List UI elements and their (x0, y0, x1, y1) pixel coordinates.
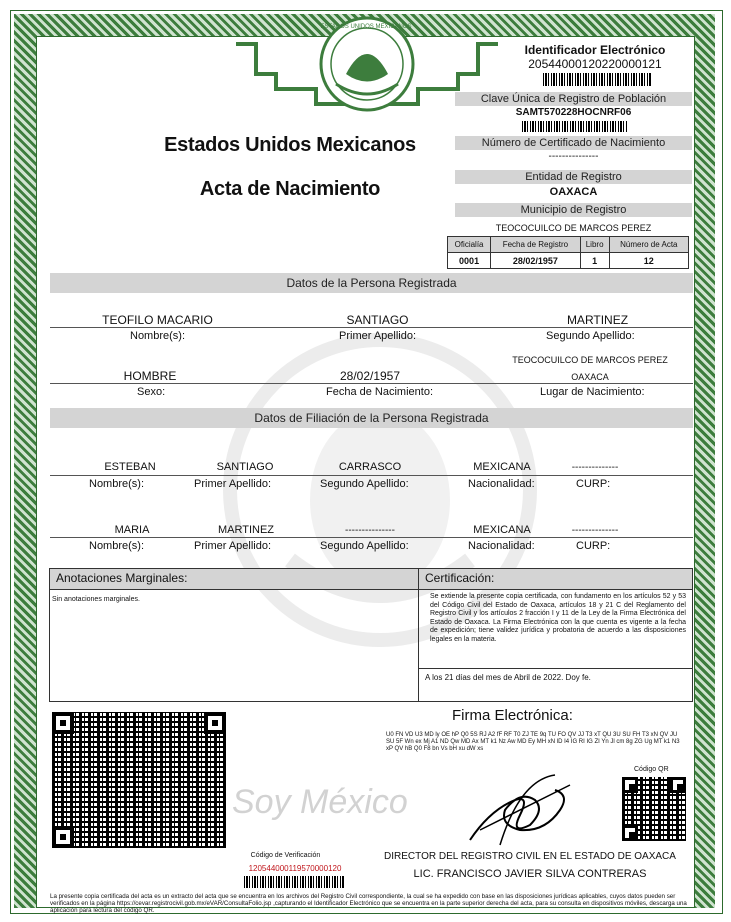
electronic-id-value: 20544000120220000121 (528, 57, 662, 71)
footer-note: La presente copia certificada del acta es un extracto del acta que se encuentra en los archivos del Registro Civil correspondiente, la cual se ha expedido con base en las disposiciones jurídicas aplicables, cuyos datos pueden ser verificados en la página https://cevar.registrocivil.gob.mx/eVAR/ConsultaFolio.jsp ,capturando el Identificador Electrónico que se encuentra en la parte superior derecha del acta, para su consulta en dispositivos móviles, descarga una aplicación para lectura del código QR. (50, 893, 687, 914)
entity-label: Entidad de Registro (455, 170, 692, 184)
registry-book: 1 (580, 253, 609, 269)
parent2-first-surname-label: Primer Apellido: (194, 540, 272, 552)
certificate-number-label: Número de Certificado de Nacimiento (455, 136, 692, 150)
official-name: LIC. FRANCISCO JAVIER SILVA CONTRERAS (413, 868, 647, 880)
registry-table (447, 236, 689, 269)
registry-header: Número de Acta (609, 237, 688, 253)
person-names: TEOFILO MACARIO (102, 313, 213, 327)
verification-qr-code (52, 712, 226, 848)
curp-barcode (522, 121, 628, 132)
small-qr-code (622, 777, 686, 841)
signature-title: Firma Electrónica: (452, 707, 573, 724)
parent1-nationality: MEXICANA (473, 461, 531, 473)
person-first-surname-label: Primer Apellido: (339, 330, 417, 342)
slogan-watermark: Soy México (232, 783, 408, 821)
annotations-text: Sin anotaciones marginales. (52, 596, 140, 603)
verification-code: 120544000119570000120 (248, 864, 342, 873)
registry-header: Libro (580, 237, 609, 253)
parent1-names: ESTEBAN (104, 461, 156, 473)
parent2-second-surname: --------------- (345, 525, 395, 536)
person-sex-label: Sexo: (137, 386, 166, 398)
municipality-value: TEOCOCUILCO DE MARCOS PEREZ (495, 223, 652, 233)
registry-header: Fecha de Registro (491, 237, 581, 253)
birth-place-municipality: TEOCOCUILCO DE MARCOS PEREZ (512, 355, 668, 365)
qr-label: Código QR (634, 766, 669, 773)
registry-act-number: 12 (609, 253, 688, 269)
certification-title: Certificación: (425, 571, 495, 585)
registry-office: 0001 (448, 253, 491, 269)
person-second-surname: MARTINEZ (566, 313, 629, 327)
parent2-curp: -------------- (571, 525, 619, 536)
parent2-nationality: MEXICANA (473, 524, 531, 536)
municipality-label: Municipio de Registro (455, 203, 692, 217)
person-birth-date: 28/02/1957 (339, 369, 401, 383)
parent1-nationality-label: Nacionalidad: (468, 478, 535, 490)
person-sex: HOMBRE (123, 369, 177, 383)
annotations-title: Anotaciones Marginales: (56, 571, 188, 585)
registered-person-header: Datos de la Persona Registrada (50, 273, 693, 293)
verification-code-label: Código de Verificación (250, 852, 321, 859)
person-birth-date-label: Fecha de Nacimiento: (326, 386, 433, 398)
person-birth-place-label: Lugar de Nacimiento: (540, 386, 645, 398)
country-title: Estados Unidos Mexicanos (164, 134, 416, 156)
official-title: DIRECTOR DEL REGISTRO CIVIL EN EL ESTADO DE OAXACA (384, 851, 676, 862)
parent2-first-surname: MARTINEZ (217, 524, 275, 536)
verification-barcode (244, 876, 344, 888)
curp-label: Clave Única de Registro de Población (455, 92, 692, 106)
parent2-nationality-label: Nacionalidad: (468, 540, 535, 552)
document-title: Acta de Nacimiento (199, 178, 381, 200)
parent2-names: MARIA (114, 524, 150, 536)
parent2-second-surname-label: Segundo Apellido: (320, 540, 409, 552)
parent1-first-surname: SANTIAGO (216, 461, 274, 473)
seal-text: ESTADOS UNIDOS MEXICANOS (320, 24, 412, 30)
entity-value: OAXACA (549, 186, 598, 198)
parent2-names-label: Nombre(s): (89, 540, 145, 552)
electronic-id-barcode (543, 73, 651, 86)
certificate-number-value: --------------- (548, 151, 599, 162)
parent1-second-surname: CARRASCO (338, 461, 402, 473)
signature-hash: U0 FN VD U3 MD ly OE hP Q0 5S RJ A2 fF RF T0 ZJ TE 9q TU FO QV JJ T3 xT QU 3U SU FH T3 xN QV JU SU 5F Wn ex Mj A1 ND Qw MD Ax MT k1 Nz Aw MD Ey MH xN lD I4 IG RI IG ZI Yn Jl cm 8g ZG Ug MT k1 N3 xP QV hB Q0 F8 bn Vs bH xu dW xs (386, 732, 680, 752)
curp-value: SAMT570228HOCNRF06 (515, 107, 632, 118)
parent2-curp-label: CURP: (576, 540, 611, 552)
handwritten-signature-icon (460, 770, 580, 850)
registry-header: Oficialía (448, 237, 491, 253)
parent1-names-label: Nombre(s): (89, 478, 145, 490)
registry-date: 28/02/1957 (491, 253, 581, 269)
parent1-curp-label: CURP: (576, 478, 611, 490)
person-first-surname: SANTIAGO (346, 313, 409, 327)
person-names-label: Nombre(s): (130, 330, 186, 342)
parent1-second-surname-label: Segundo Apellido: (320, 478, 409, 490)
electronic-id-label: Identificador Electrónico (524, 43, 666, 57)
certification-date: A los 21 días del mes de Abril de 2022. Doy fe. (425, 673, 591, 682)
parent1-first-surname-label: Primer Apellido: (194, 478, 272, 490)
birth-place-state: OAXACA (571, 372, 609, 382)
parent1-curp: -------------- (571, 462, 619, 473)
certification-text: Se extiende la presente copia certificada, con fundamento en los artículos 52 y 53 del Código Civil del Estado de Oaxaca, artículos 18 y 21 C del Reglamento del Registro Civil y los artículos 2 fracción I y 11 de la Ley de la Firma Electrónica del Estado de Oaxaca. La Firma Electrónica con la que cuenta es vigente a la fecha de expedición; tiene validez jurídica y probatoria de acuerdo a las disposiciones legales en la materia. (430, 593, 686, 643)
filiation-header: Datos de Filiación de la Persona Registrada (50, 408, 693, 428)
person-second-surname-label: Segundo Apellido: (546, 330, 635, 342)
